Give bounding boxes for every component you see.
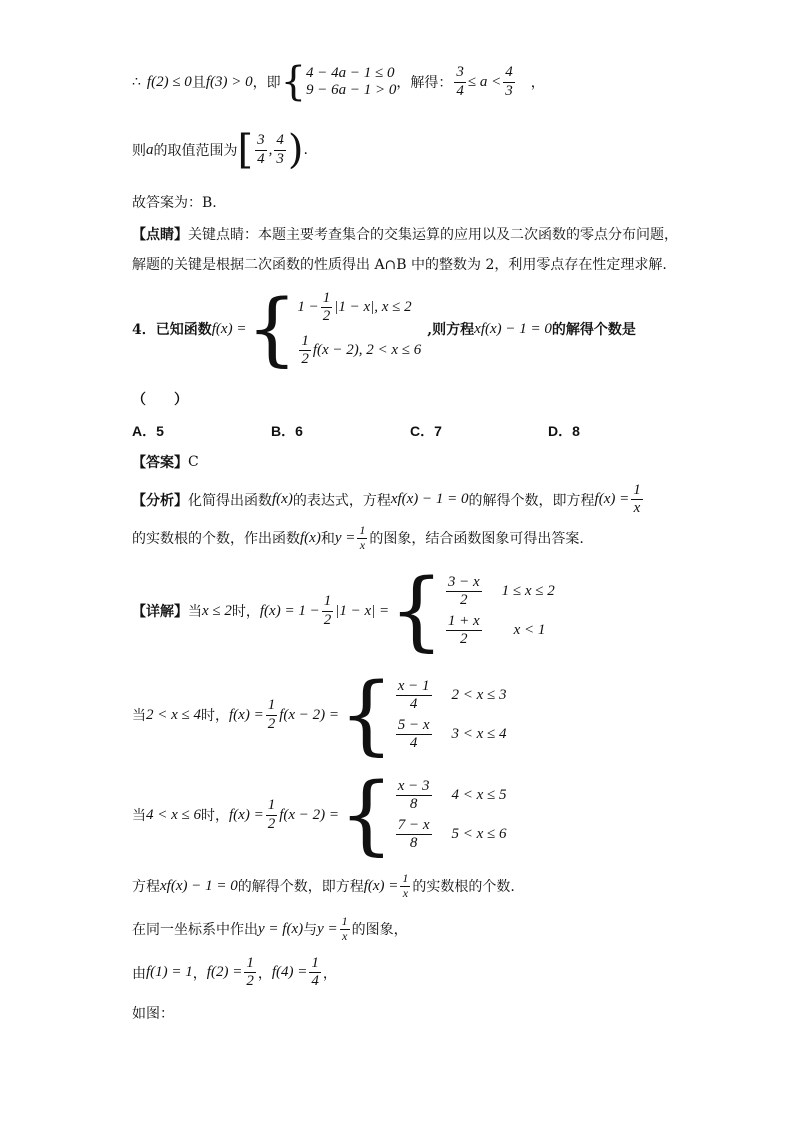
summary-line-3: 由 f(1) = 1 ， f(2) = $\frac{1}{2}$ ， f(4) = $\frac{1}{4}$ ， <box>132 955 337 990</box>
lower-bound-fraction: $\frac{3}{4}$ <box>456 64 464 99</box>
q4-fx: f(x) = <box>211 320 247 337</box>
left-brace-icon: { <box>280 59 307 105</box>
range-left-fraction: $\frac{3}{4}$ <box>257 132 265 167</box>
inverse-fraction: $\frac{1}{x}$ <box>402 871 409 900</box>
left-brace-icon: { <box>246 282 298 375</box>
system-line-1: 4 − 4a − 1 ≤ 0 <box>306 65 395 81</box>
inverse-fraction: $\frac{1}{x}$ <box>341 914 348 943</box>
half-fraction: $\frac{1}{2}$ <box>267 697 276 732</box>
detail-case-1: 【详解】 当 x ≤ 2 时， f(x) = 1 − $\frac{1}{2}$ |1 − x| = { $\frac{3 - x}{2}$ 1 ≤ x ≤ 2 $\frac{1 + x}{2}$ x < 1 <box>132 561 555 661</box>
line1-end: ， <box>530 75 545 91</box>
summary-line-2: 在同一坐标系中作出 y = f(x) 与 y = $\frac{1}{x}$ 的图象， <box>132 914 408 943</box>
answer-value: C <box>188 454 199 470</box>
comment-line-2: 解题的关键是根据二次函数的性质得出 A∩B 中的整数为 2，利用零点存在性定理求解. <box>132 257 667 273</box>
open-bracket-icon: [ <box>237 127 254 173</box>
range-right-fraction: $\frac{4}{3}$ <box>276 132 284 167</box>
piece-2: $\frac{7 - x}{8}$ 5 < x ≤ 6 <box>397 817 507 852</box>
line-range <box>132 127 308 173</box>
left-brace-icon: { <box>339 665 394 765</box>
mid-text: ，即 <box>252 75 281 91</box>
piece-1: $\frac{x - 1}{4}$ 2 < x ≤ 3 <box>397 677 507 712</box>
line-condition <box>132 59 545 105</box>
solve-label: ，解得： <box>396 75 453 91</box>
left-brace-icon: { <box>339 765 394 865</box>
left-brace-icon: { <box>389 561 444 661</box>
q4-tail-1: ,则方程 <box>427 322 475 338</box>
close-paren-icon: ) <box>287 127 304 173</box>
join-text: 且 <box>191 75 206 91</box>
q4-case-1: 1 − $\frac{1}{2}$ |1 − x|, x ≤ 2 <box>297 289 412 324</box>
half-fraction: $\frac{1}{2}$ <box>323 593 332 628</box>
detail-case-1-piecewise <box>389 561 555 661</box>
range-text-1: 则 <box>132 143 146 159</box>
bound-inequality: ≤ a < <box>467 73 502 90</box>
option-c: C．7 <box>410 423 442 439</box>
q4-case2-fraction: $\frac{1}{2}$ <box>301 333 309 368</box>
detail-case-3-piecewise <box>339 765 507 865</box>
range-text-2: 的取值范围为 <box>153 143 238 159</box>
analysis-fraction-2: $\frac{1}{x}$ <box>359 523 366 552</box>
answer-line <box>132 452 199 472</box>
question-4 <box>132 282 636 375</box>
option-b: B．6 <box>271 423 303 439</box>
cond-f3: f(3) > 0 <box>205 73 253 90</box>
answer-tag: 【答案】 <box>132 455 188 471</box>
q4-label: 4．已知函数 <box>132 322 212 338</box>
comment-tag: 【点睛】 <box>132 227 188 243</box>
q4-case1-fraction: $\frac{1}{2}$ <box>322 289 331 324</box>
f4-fraction: $\frac{1}{4}$ <box>311 955 319 990</box>
half-fraction: $\frac{1}{2}$ <box>267 797 276 832</box>
inequality-system <box>280 59 397 105</box>
upper-bound-fraction: $\frac{4}{3}$ <box>505 64 513 99</box>
piece-2: $\frac{5 - x}{4}$ 3 < x ≤ 4 <box>397 717 507 752</box>
analysis-fraction: $\frac{1}{x}$ <box>633 482 641 517</box>
detail-case-2-piecewise <box>339 665 507 765</box>
answer-statement: 故答案为：B. <box>132 195 217 211</box>
comment-text-1: 关键点睛：本题主要考查集合的交集运算的应用以及二次函数的零点分布问题， <box>188 227 678 243</box>
option-d: D．8 <box>548 423 580 439</box>
q4-case-2: $\frac{1}{2}$ f(x − 2), 2 < x ≤ 6 <box>301 333 422 368</box>
range-var: a <box>146 141 154 158</box>
piece-2: $\frac{1 + x}{2}$ x < 1 <box>447 613 546 648</box>
q4-piecewise <box>246 282 422 375</box>
piece-1: $\frac{3 - x}{2}$ 1 ≤ x ≤ 2 <box>447 573 555 608</box>
analysis-tag: 【分析】 <box>132 492 188 509</box>
cond-f2: f(2) ≤ 0 <box>146 73 192 90</box>
figure-intro: 如图： <box>132 1006 174 1022</box>
range-comma: , <box>268 141 273 158</box>
analysis-line-1: 【分析】 化简得出函数 f(x) 的表达式，方程 xf(x) − 1 = 0 的解得个数，即方程 f(x) = $\frac{1}{x}$ <box>132 482 641 517</box>
system-line-2: 9 − 6a − 1 > 0 <box>306 82 397 98</box>
option-a: A．5 <box>132 423 164 439</box>
f2-fraction: $\frac{1}{2}$ <box>246 955 254 990</box>
q4-tail-2: 的解得个数是 <box>551 322 636 338</box>
piece-1: $\frac{x - 3}{8}$ 4 < x ≤ 5 <box>397 777 507 812</box>
comment-line-1 <box>132 224 678 244</box>
detail-case-3: 当 4 < x ≤ 6 时， f(x) = $\frac{1}{2}$ f(x − 2) = { $\frac{x - 3}{8}$ 4 < x ≤ 5 $\frac{7 - x}{8}$ 5 < x ≤ 6 <box>132 765 507 865</box>
q4-equation: xf(x) − 1 = 0 <box>474 320 552 337</box>
range-end: . <box>303 142 308 158</box>
analysis-line-2: 的实数根的个数，作出函数 f(x) 和 y = $\frac{1}{x}$ 的图象，结合函数图象可得出答案. <box>132 523 584 552</box>
detail-case-2: 当 2 < x ≤ 4 时， f(x) = $\frac{1}{2}$ f(x − 2) = { $\frac{x - 1}{4}$ 2 < x ≤ 3 $\frac{5 - x}{4}$ 3 < x ≤ 4 <box>132 665 507 765</box>
summary-line-1: 方程 xf(x) − 1 = 0 的解得个数，即方程 f(x) = $\frac{1}{x}$ 的实数根的个数. <box>132 871 515 900</box>
detail-tag: 【详解】 <box>132 604 188 620</box>
therefore-symbol: ∴ <box>132 74 141 90</box>
q4-paren: （ ） <box>132 392 188 408</box>
